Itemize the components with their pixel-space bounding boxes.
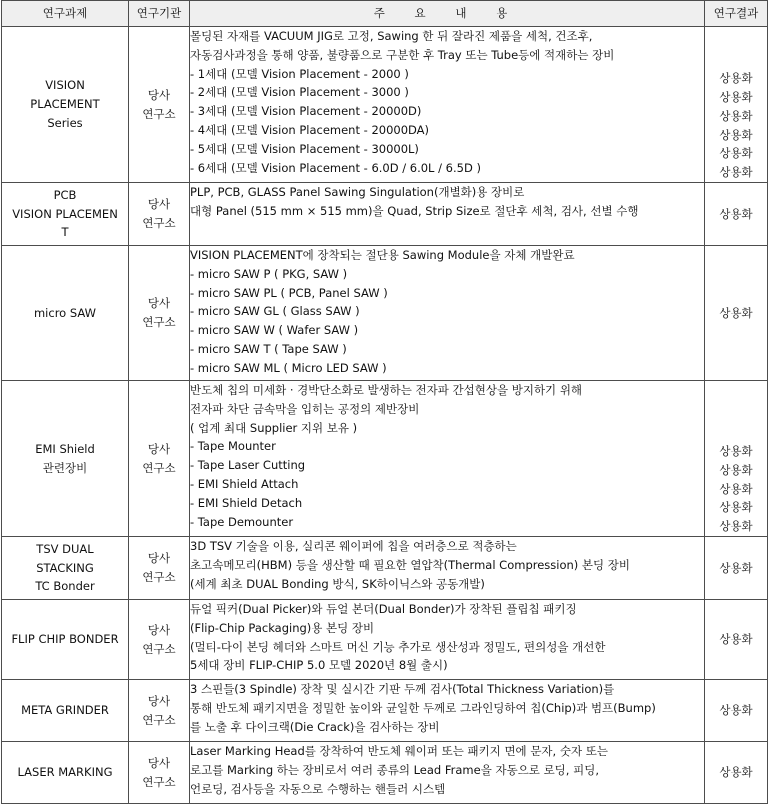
result-status: 상용화: [719, 71, 753, 86]
result-cell: [705, 246, 768, 381]
content-line: VISION PLACEMENT에 장착되는 절단용 Sawing Module을 자체 개발완료: [190, 248, 575, 262]
table-row: [2, 381, 768, 537]
header-org: 연구기관: [129, 1, 190, 27]
table-row: [2, 246, 768, 381]
research-org-line: 당사: [147, 296, 171, 311]
research-org-line: 당사: [147, 197, 171, 212]
content-line: - 6세대 (모델 Vision Placement - 6.0D / 6.0L / 6.5D ): [190, 160, 481, 175]
research-org-line: 연구소: [142, 641, 176, 656]
research-org-cell: [129, 27, 190, 183]
result-status: 상용화: [719, 206, 753, 221]
table-row: [2, 600, 768, 680]
project-name-line: TC Bonder: [35, 579, 95, 594]
header-project: 연구과제: [2, 1, 129, 27]
main-content-cell: [190, 742, 705, 804]
content-line: 를 노출 후 다이크랙(Die Crack)을 검사하는 장비: [190, 719, 440, 734]
content-line: 전자파 차단 금속막을 입히는 공정의 제반장비: [190, 401, 420, 416]
content-line: - micro SAW T ( Tape SAW ): [190, 341, 347, 356]
table-row: [2, 183, 768, 246]
result-status: 상용화: [719, 462, 753, 477]
research-org-line: 연구소: [142, 570, 176, 584]
research-org-line: 연구소: [142, 774, 176, 789]
content-line: Laser Marking Head를 장착하여 반도체 웨이퍼 또는 패키지 면에 문자, 숫자 또는: [190, 744, 608, 758]
research-org-line: 당사: [147, 551, 171, 566]
research-org-line: 연구소: [142, 315, 176, 329]
research-org-cell: [129, 742, 190, 804]
result-cell: [705, 680, 768, 742]
table-row: [2, 27, 768, 183]
project-name-line: VISION PLACEMEN: [12, 206, 118, 221]
content-line: - EMI Shield Detach: [190, 495, 303, 510]
result-status: 상용화: [719, 127, 753, 142]
table-row: [2, 537, 768, 600]
project-name-cell: [2, 680, 129, 742]
result-status: 상용화: [719, 146, 753, 161]
result-cell: [705, 27, 768, 183]
content-line: - micro SAW W ( Wafer SAW ): [190, 323, 359, 338]
table-row: [2, 680, 768, 742]
project-name-cell: [2, 742, 129, 804]
main-content-cell: [190, 183, 705, 246]
project-name-cell: [2, 600, 129, 680]
research-org-line: 연구소: [142, 216, 176, 230]
project-name-cell: [2, 27, 129, 183]
project-name-cell: [2, 183, 129, 246]
content-line: - 1세대 (모델 Vision Placement - 2000 ): [190, 66, 409, 81]
content-line: ( 업계 최대 Supplier 지위 보유 ): [190, 420, 358, 435]
content-line: 언로딩, 검사등을 자동으로 수행하는 핸들러 시스템: [190, 781, 446, 796]
content-line: - 5세대 (모델 Vision Placement - 30000L): [190, 141, 419, 156]
content-line: - EMI Shield Attach: [190, 476, 299, 491]
content-line: - Tape Demounter: [190, 514, 294, 529]
content-line: 3 스핀들(3 Spindle) 장착 및 실시간 기판 두께 검사(Total Thickness Variation)를: [190, 682, 615, 696]
content-line: 초고속메모리(HBM) 등을 생산할 때 필요한 열압착(Thermal Compression) 본딩 장비: [190, 557, 631, 572]
content-line: - micro SAW PL ( PCB, Panel SAW ): [190, 285, 388, 300]
content-line: - 4세대 (모델 Vision Placement - 20000DA): [190, 122, 430, 137]
content-line: 듀얼 픽커(Dual Picker)와 듀얼 본더(Dual Bonder)가 장착된 플립칩 패키징: [190, 602, 577, 616]
research-org-cell: [129, 381, 190, 537]
research-org-line: 당사: [147, 693, 171, 708]
main-content-cell: [190, 246, 705, 381]
project-name-line: PCB: [53, 187, 77, 202]
table-row: [2, 742, 768, 804]
result-status: 상용화: [719, 90, 753, 105]
project-name-line: STACKING: [36, 560, 94, 575]
content-line: - micro SAW ML ( Micro LED SAW ): [190, 360, 387, 375]
research-org-line: 연구소: [142, 460, 176, 475]
content-line: (Flip-Chip Packaging)용 본딩 장비: [190, 620, 375, 635]
research-org-cell: [129, 600, 190, 680]
project-name-cell: [2, 246, 129, 381]
content-line: (세계 최초 DUAL Bonding 방식, SK하이닉스와 공동개발): [190, 576, 485, 591]
project-name-line: LASER MARKING: [17, 765, 113, 780]
content-line: - Tape Laser Cutting: [190, 458, 306, 473]
result-cell: [705, 537, 768, 600]
result-cell: [705, 381, 768, 537]
content-line: PLP, PCB, GLASS Panel Sawing Singulation(개별화)용 장비로: [190, 185, 525, 199]
content-line: 몰딩된 자재를 VACUUM JIG로 고정, Sawing 한 뒤 잘라진 제품을 세척, 건조후,: [190, 29, 593, 43]
project-name-line: 관련장비: [42, 460, 88, 475]
main-content-cell: [190, 537, 705, 600]
main-content-cell: [190, 27, 705, 183]
research-org-cell: [129, 680, 190, 742]
content-line: - 2세대 (모델 Vision Placement - 3000 ): [190, 85, 409, 100]
project-name-line: META GRINDER: [21, 703, 109, 718]
main-content-cell: [190, 680, 705, 742]
project-name-line: VISION: [45, 78, 85, 93]
result-status: 상용화: [719, 305, 753, 320]
main-content-cell: [190, 381, 705, 537]
content-line: 통해 반도체 패키지면을 정밀한 높이와 균일한 두께로 그라인딩하여 칩(Chip)과 범프(Bump): [190, 700, 656, 715]
project-name-line: T: [61, 225, 69, 240]
content-line: - Tape Mounter: [190, 439, 276, 454]
header-result: 연구결과: [705, 1, 768, 27]
main-content-cell: [190, 600, 705, 680]
result-status: 상용화: [719, 500, 753, 515]
rnd-status-table: [1, 0, 768, 804]
result-status: 상용화: [719, 165, 753, 180]
table-header-row: [2, 1, 768, 27]
result-status: 상용화: [719, 108, 753, 123]
result-status: 상용화: [719, 444, 753, 459]
project-name-line: Series: [47, 115, 83, 130]
project-name-line: FLIP CHIP BONDER: [11, 632, 119, 647]
project-name-line: EMI Shield: [35, 441, 95, 456]
result-cell: [705, 600, 768, 680]
content-line: 반도체 칩의 미세화 · 경박단소화로 발생하는 전자파 간섭현상을 방지하기 위해: [190, 383, 583, 397]
research-org-cell: [129, 537, 190, 600]
project-name-line: PLACEMENT: [30, 97, 100, 112]
project-name-line: TSV DUAL: [36, 541, 94, 556]
research-org-line: 당사: [147, 441, 171, 456]
project-name-line: micro SAW: [33, 305, 96, 320]
research-org-cell: [129, 246, 190, 381]
content-line: - micro SAW GL ( Glass SAW ): [190, 304, 360, 319]
content-line: - 3세대 (모델 Vision Placement - 20000D): [190, 104, 422, 119]
result-status: 상용화: [719, 481, 753, 496]
content-line: 로고를 Marking 하는 장비로서 여러 종류의 Lead Frame을 자동으로 로딩, 피딩,: [190, 762, 599, 777]
content-line: (멀티-다이 본딩 헤더와 스마트 머신 기능 추가로 생산성과 정밀도, 편의성을 개선한: [190, 639, 606, 654]
research-org-line: 당사: [147, 622, 171, 637]
result-status: 상용화: [719, 519, 753, 534]
content-line: - micro SAW P ( PKG, SAW ): [190, 266, 348, 281]
research-org-line: 연구소: [142, 712, 176, 727]
content-line: 5세대 장비 FLIP-CHIP 5.0 모델 2020년 8월 출시): [190, 658, 448, 673]
result-status: 상용화: [719, 560, 753, 575]
content-line: 자동검사과정을 통해 양품, 불량품으로 구분한 후 Tray 또는 Tube등에 적재하는 장비: [190, 47, 615, 62]
project-name-cell: [2, 537, 129, 600]
content-line: 대형 Panel (515 mm × 515 mm)을 Quad, Strip Size로 절단후 세척, 검사, 선별 수행: [190, 203, 639, 218]
research-org-line: 당사: [147, 87, 171, 102]
header-content: 주 요 내 용: [190, 1, 705, 27]
result-cell: [705, 742, 768, 804]
research-org-cell: [129, 183, 190, 246]
result-status: 상용화: [719, 703, 753, 718]
research-org-line: 연구소: [142, 106, 176, 121]
result-status: 상용화: [719, 765, 753, 780]
result-status: 상용화: [719, 632, 753, 647]
project-name-cell: [2, 381, 129, 537]
research-org-line: 당사: [147, 755, 171, 770]
content-line: 3D TSV 기술을 이용, 실리콘 웨이퍼에 칩을 여러층으로 적층하는: [190, 539, 517, 553]
result-cell: [705, 183, 768, 246]
